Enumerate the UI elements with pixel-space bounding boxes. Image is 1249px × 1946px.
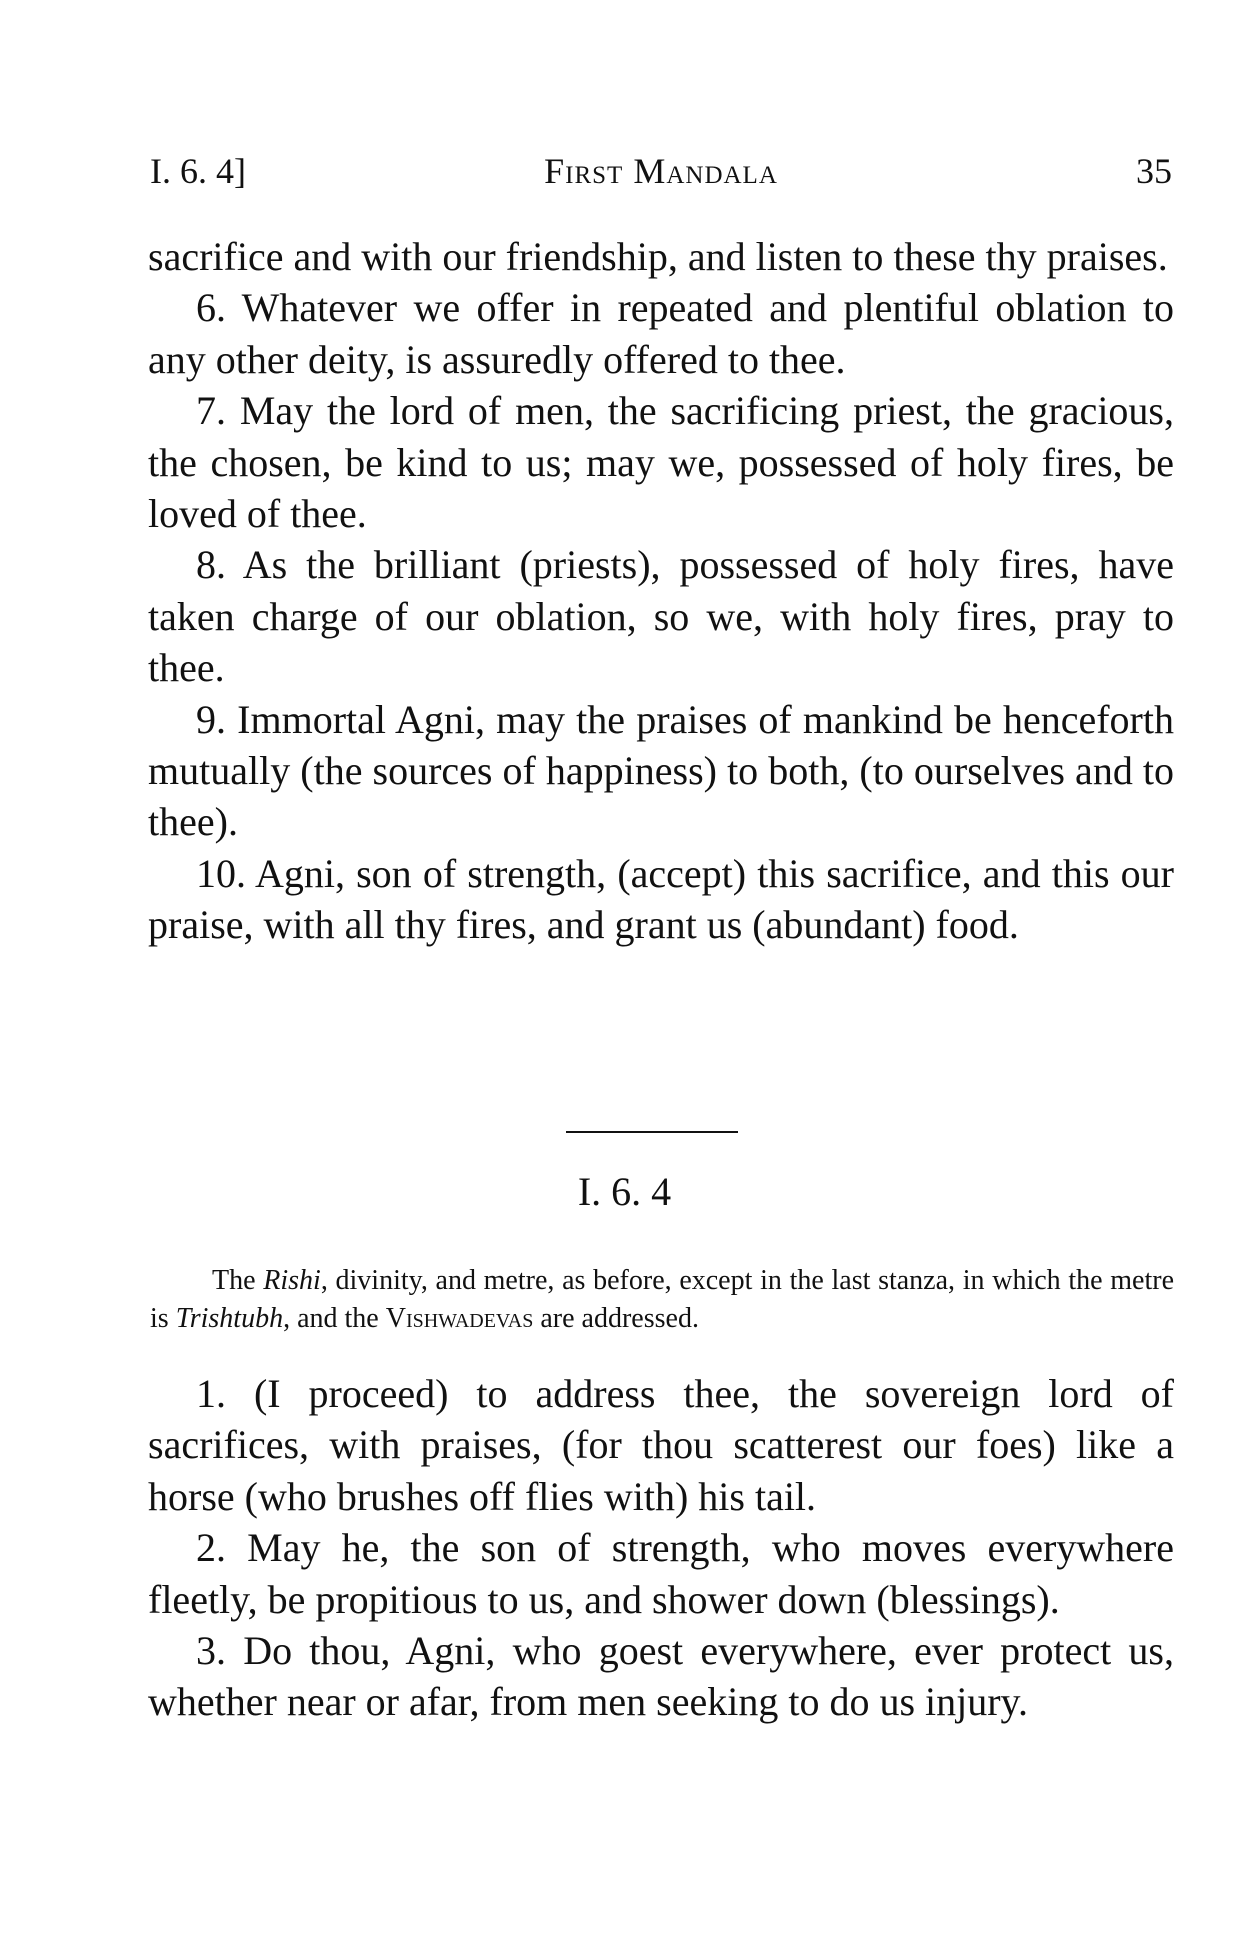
note-rishi: Rishi [263, 1265, 321, 1296]
verse-8: 8. As the brilliant (priests), possessed of holy fires, have taken charge of our oblation, so we, with holy fires, pray to thee. [148, 542, 1174, 691]
running-title: First Mandala [544, 151, 778, 191]
verse-9: 9. Immortal Agni, may the praises of mankind be henceforth mutually (the sources of happiness) to both, (to ourselves and to thee). [148, 696, 1174, 845]
verses-new-hymn [148, 1368, 1174, 1728]
verse-1: 1. (I proceed) to address thee, the sovereign lord of sacrifices, with praises, (for thou scatterest our foes) like a horse (who brushes off flies with) his tail. [148, 1371, 1174, 1519]
note-trishtubh: Trishtubh [175, 1303, 284, 1334]
note-vishwadevas: Vishwadevas [385, 1303, 534, 1334]
verse-2: 2. May he, the son of strength, who moves everywhere fleetly, be propitious to us, and shower down (blessings). [148, 1525, 1174, 1622]
page-number: 35 [1136, 151, 1172, 191]
section-note [150, 1262, 1174, 1338]
note-text: are addressed. [533, 1303, 699, 1334]
section-reference: I. 6. 4] [150, 151, 246, 191]
verses-continued [148, 231, 1174, 951]
verse-3: 3. Do thou, Agni, who goest everywhere, ever protect us, whether near or afar, from men seeking to do us injury. [148, 1628, 1174, 1725]
verse-7: 7. May the lord of men, the sacrificing priest, the gracious, the chosen, be kind to us; may we, possessed of holy fires, be loved of thee. [148, 388, 1174, 537]
section-divider [566, 1131, 738, 1133]
verse-10: 10. Agni, son of strength, (accept) this sacrifice, and this our praise, with all thy fires, and grant us (abundant) food. [148, 850, 1174, 948]
note-text: , divinity, and metre, as before, except in the last stanza, in which the metre is [150, 1265, 1175, 1334]
running-header [150, 150, 1172, 200]
verse-5-continuation: sacrifice and with our friendship, and listen to these thy praises. [148, 234, 1168, 279]
note-text: , and the [283, 1303, 386, 1334]
section-heading: I. 6. 4 [577, 1169, 672, 1214]
note-text: The [212, 1265, 264, 1296]
verse-6: 6. Whatever we offer in repeated and plentiful oblation to any other deity, is assuredly offered to thee. [148, 285, 1174, 382]
